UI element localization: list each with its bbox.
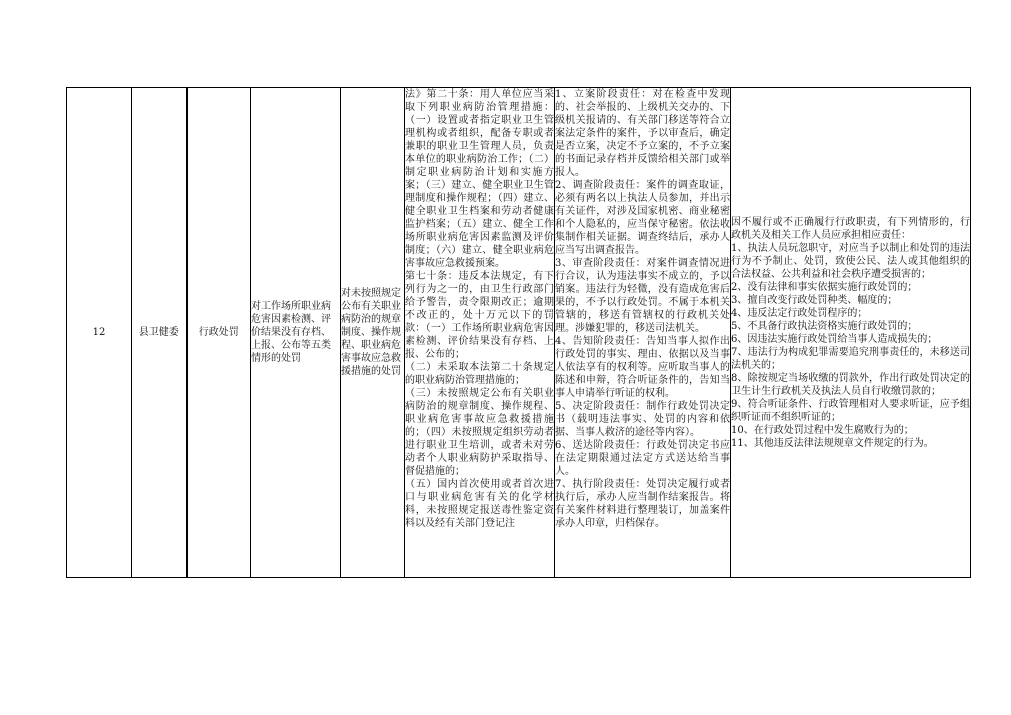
legal-basis-paragraph: 法》第二十条：用人单位应当采取下列职业病防治管理措施：（一）设置或者指定职业卫生管理机构或者组织，配备专职或者兼职的职业卫生管理人员，负责本单位的职业病防治工作；（二）制定职业病防治计划和实施方案；（三）建立、健全职业卫生管理制度和操作规程；（四）建立、健全职业卫生档案和劳动者健康监护档案；（五）建立、健全工作场所职业病危害因素监测及评价制度；（六）建立、健全职业病危害事故应急救援预案。 — [405, 89, 554, 269]
row-number-cell — [67, 88, 132, 578]
sub-item-cell — [341, 88, 405, 578]
accountability-item: 6、因违法实施行政处罚给当事人造成损失的； — [731, 333, 938, 345]
accountability-item: 11、其他违反法律法规规章文件规定的行为。 — [731, 437, 934, 449]
legal-basis-paragraph: （三）未按照规定公布有关职业病防治的规章制度、操作规程、职业病危害事故应急救援措施的；（四）未按照规定组织劳动者进行职业卫生培训，或者未对劳动者个人职业病防护采取指导、督促措施的； — [405, 388, 554, 477]
legal-basis-paragraph: （五）国内首次使用或者首次进口与职业病危害有关的化学材料，未按照规定报送毒性鉴定资料以及经有关部门登记注 — [405, 479, 554, 529]
item-name-cell — [251, 88, 341, 578]
accountability-item: 5、不具备行政执法资格实施行政处罚的； — [731, 320, 918, 332]
responsibility-step: 5、决定阶段责任：制作行政处罚决定书（载明违法事实、处罚的内容和依据、当事人救济的途径等内容）。 — [555, 401, 730, 438]
legal-basis-paragraph: （二）未采取本法第二十条规定的职业病防治管理措施的； — [405, 362, 554, 386]
responsibility-steps-cell — [555, 88, 731, 578]
responsibility-step: 3、审查阶段责任：对案件调查情况进行合议，认为违法事实不成立的，予以销案。违法行为轻微，没有造成危害后果的，不予以行政处罚。不属于本机关管辖的，移送有管辖权的行政机关处理。涉嫌犯罪的，移送司法机关。 — [555, 258, 730, 334]
sub-item-name: 对未按照规定公布有关职业病防治的规章制度、操作规程、职业病危害事故应急救援措施的处罚 — [341, 288, 401, 377]
table-row — [67, 88, 971, 578]
department-cell — [132, 88, 187, 578]
accountability-item: 7、违法行为构成犯罪需要追究刑事责任的，未移送司法机关的； — [731, 346, 970, 371]
responsibility-step: 7、执行阶段责任：处罚决定履行或者执行后，承办人应当制作结案报告。将有关案件材料进行整理装订，加盖案件承办人印章，归档保存。 — [555, 479, 730, 529]
responsibility-step: 1、立案阶段责任：对在检查中发现的、社会举报的、上级机关交办的、下级机关报请的、有关部门移送等符合立案法定条件的案件，予以审查后，确定是否立案，决定不予立案的，不予立案的书面记录存档并反馈给相关部门或举报人。 — [555, 89, 730, 178]
responsibility-step: 6、送达阶段责任：行政处罚决定书应在法定期限通过法定方式送达给当事人。 — [555, 440, 730, 477]
row-number: 12 — [92, 327, 106, 338]
accountability-item: 8、除按规定当场收缴的罚款外，作出行政处罚决定的卫生计生行政机关及执法人员自行收缴罚款的； — [731, 372, 970, 397]
accountability-item: 4、违反法定行政处罚程序的； — [731, 307, 868, 319]
accountability-item: 9、符合听证条件、行政管理相对人要求听证，应予组织听证而不组织听证的； — [731, 398, 970, 423]
responsibility-step: 4、告知阶段责任：告知当事人拟作出行政处罚的事实、理由、依据以及当事人依法享有的权利等。应听取当事人的陈述和申辩，符合听证条件的，告知当事人申请举行听证的权利。 — [555, 336, 730, 399]
accountability-item: 10、在行政处罚过程中发生腐败行为的； — [731, 424, 914, 436]
power-category: 行政处罚 — [198, 327, 239, 338]
department-name: 县卫健委 — [138, 327, 179, 338]
legal-basis-paragraph: 第七十条：违反本法规定，有下列行为之一的，由卫生行政部门给予警告，责令限期改正；逾期不改正的，处十万元以下的罚款：（一）工作场所职业病危害因素检测、评价结果没有存档、上报、公布的； — [405, 271, 554, 360]
responsibility-step: 2、调查阶段责任：案件的调查取证，必须有两名以上执法人员参加，并出示有关证件，对涉及国家机密、商业秘密和个人隐私的，应当保守秘密。依法收集制作相关证据。调查终结后，承办人应当写出调查报告。 — [555, 180, 730, 256]
accountability-item: 1、执法人员玩忽职守，对应当予以制止和处罚的违法行为不予制止、处罚，致使公民、法人或其他组织的合法权益、公共利益和社会秩序遭受损害的； — [731, 242, 970, 280]
legal-basis-cell — [405, 88, 555, 578]
accountability-intro: 因不履行或不正确履行行政职责，有下列情形的，行政机关及相关工作人员应承担相应责任： — [731, 216, 970, 241]
accountability-cell — [731, 88, 971, 578]
category-cell — [187, 88, 251, 578]
accountability-item: 2、没有法律和事实依据实施行政处罚的； — [731, 281, 918, 293]
item-name: 对工作场所职业病危害因素检测、评价结果没有存档、上报、公布等五类情形的处罚 — [251, 301, 331, 364]
accountability-item: 3、擅自改变行政处罚种类、幅度的； — [731, 294, 898, 306]
responsibility-table — [66, 87, 971, 578]
